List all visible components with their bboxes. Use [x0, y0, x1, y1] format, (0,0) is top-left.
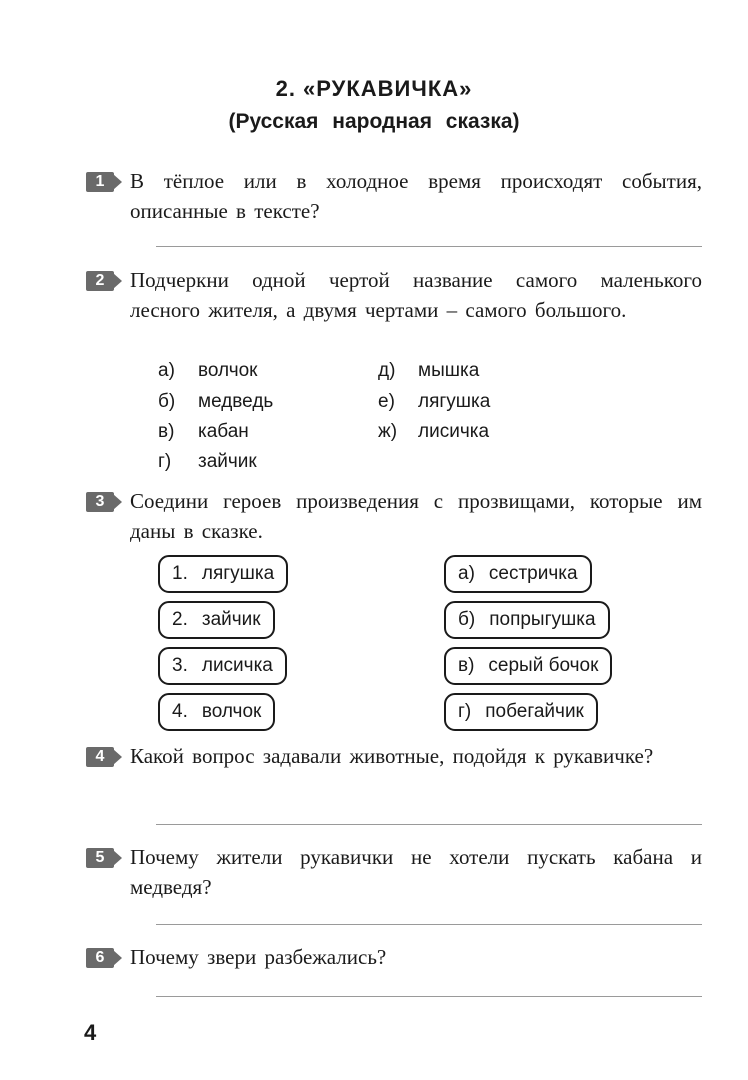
- question-badge-5: [86, 848, 122, 868]
- badge-arrow-icon: [113, 950, 122, 966]
- option-text: лягушка: [418, 391, 491, 412]
- nickname-letter: г): [458, 701, 472, 722]
- option-item[interactable]: [378, 420, 489, 444]
- question-number: 5: [86, 848, 114, 868]
- answer-line[interactable]: [156, 924, 702, 925]
- question-2-text: Подчеркни одной чертой название самого маленького лесного жителя, а двумя чертами – самого большого.: [130, 268, 702, 322]
- hero-number: 1.: [172, 563, 188, 584]
- question-4-text: Какой вопрос задавали животные, подойдя к рукавичке?: [130, 744, 654, 768]
- question-badge-6: [86, 948, 122, 968]
- hero-number: 3.: [172, 655, 188, 676]
- option-text: медведь: [198, 391, 274, 412]
- option-letter: г): [158, 451, 172, 472]
- option-text: лисичка: [418, 421, 490, 442]
- question-badge-1: [86, 172, 122, 192]
- nickname-box[interactable]: [444, 601, 610, 639]
- question-number: 1: [86, 172, 114, 192]
- nickname-letter: в): [458, 655, 475, 676]
- answer-line[interactable]: [156, 996, 702, 997]
- option-item[interactable]: [378, 359, 479, 383]
- page-title: 2. «РУКАВИЧКА»: [275, 76, 473, 101]
- option-item[interactable]: [158, 390, 273, 414]
- nickname-box[interactable]: [444, 693, 598, 731]
- question-number: 3: [86, 492, 114, 512]
- nickname-letter: б): [458, 609, 476, 630]
- nickname-box[interactable]: [444, 647, 612, 685]
- answer-line[interactable]: [156, 246, 702, 247]
- badge-arrow-icon: [113, 494, 122, 510]
- badge-arrow-icon: [113, 273, 122, 289]
- hero-box[interactable]: [158, 647, 287, 685]
- option-letter: е): [378, 391, 395, 412]
- option-text: волчок: [198, 360, 258, 381]
- option-letter: б): [158, 391, 176, 412]
- option-text: мышка: [418, 360, 480, 381]
- badge-arrow-icon: [113, 174, 122, 190]
- badge-arrow-icon: [113, 749, 122, 765]
- nickname-letter: а): [458, 563, 475, 584]
- nickname-text: сестричка: [488, 563, 578, 584]
- option-item[interactable]: [158, 359, 257, 383]
- hero-box[interactable]: [158, 693, 275, 731]
- question-1-text: В тёплое или в холодное время происходят события, описанные в тексте?: [130, 169, 702, 223]
- hero-name: лисичка: [201, 655, 273, 676]
- page-subtitle: (Русская народная сказка): [228, 110, 520, 133]
- option-text: кабан: [198, 421, 249, 442]
- option-letter: д): [378, 360, 396, 381]
- option-letter: а): [158, 360, 175, 381]
- nickname-text: побегайчик: [485, 701, 584, 722]
- question-number: 4: [86, 747, 114, 767]
- hero-name: лягушка: [201, 563, 275, 584]
- option-item[interactable]: [158, 450, 257, 474]
- page-number: 4: [84, 1020, 97, 1045]
- option-text: зайчик: [198, 451, 257, 472]
- hero-name: волчок: [201, 701, 262, 722]
- answer-line[interactable]: [156, 824, 702, 825]
- hero-number: 4.: [172, 701, 188, 722]
- question-5-text: Почему жители рукавички не хотели пускать кабана и медведя?: [130, 845, 702, 899]
- hero-number: 2.: [172, 609, 188, 630]
- option-letter: ж): [378, 421, 398, 442]
- option-item[interactable]: [378, 390, 490, 414]
- hero-box[interactable]: [158, 601, 275, 639]
- hero-name: зайчик: [201, 609, 261, 630]
- question-3-text: Соедини героев произведения с прозвищами, которые им даны в сказке.: [130, 489, 702, 543]
- question-number: 6: [86, 948, 114, 968]
- question-badge-2: [86, 271, 122, 291]
- hero-box[interactable]: [158, 555, 288, 593]
- option-item[interactable]: [158, 420, 249, 444]
- question-badge-3: [86, 492, 122, 512]
- question-badge-4: [86, 747, 122, 767]
- nickname-text: попрыгушка: [489, 609, 596, 630]
- option-letter: в): [158, 421, 175, 442]
- badge-arrow-icon: [113, 850, 122, 866]
- nickname-text: серый бочок: [488, 655, 599, 676]
- nickname-box[interactable]: [444, 555, 592, 593]
- question-6-text: Почему звери разбежались?: [130, 945, 387, 969]
- question-number: 2: [86, 271, 114, 291]
